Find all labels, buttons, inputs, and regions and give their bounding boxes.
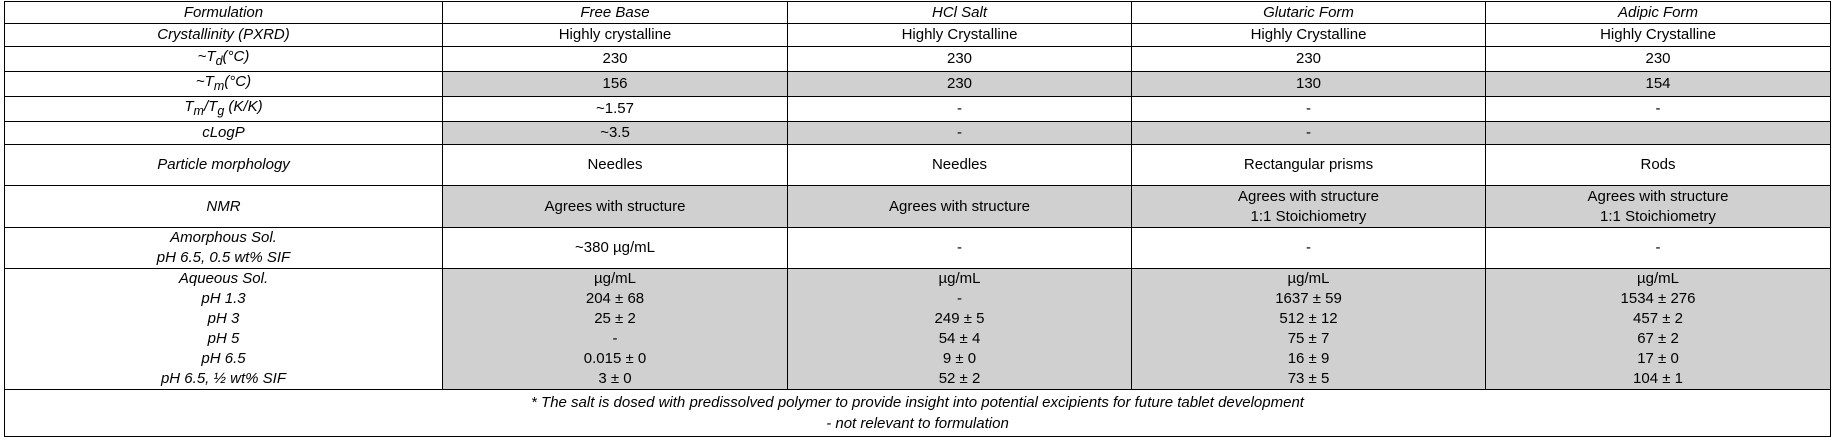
cell-glutaric-form — [1132, 269, 1486, 390]
label-line: pH 5 — [207, 330, 240, 347]
row-label — [5, 97, 443, 122]
cell-adipic-form — [1486, 269, 1831, 390]
header-hcl-salt: HCl Salt — [788, 2, 1132, 24]
footnote-not-relevant: - not relevant to formulation — [826, 415, 1009, 432]
label-line: pH 6.5, ½ wt% SIF — [160, 370, 287, 387]
row-aqueous-solubility — [5, 269, 1831, 390]
cell-line: 249 ± 5 — [934, 310, 985, 327]
cell-adipic-form: - — [1486, 97, 1831, 122]
cell-glutaric-form: 130 — [1132, 72, 1486, 97]
header-adipic-form: Adipic Form — [1486, 2, 1831, 24]
cell-line: µg/mL — [1637, 270, 1679, 287]
cell-line: 1:1 Stoichiometry — [1250, 207, 1367, 225]
cell-line: 25 ± 2 — [594, 310, 636, 327]
cell-line: 17 ± 0 — [1637, 350, 1679, 367]
cell-line: Agrees with structure — [1587, 187, 1729, 205]
footnote-salt-dosing: * The salt is dosed with predissolved polymer to provide insight into potential excipients for future tablet development — [531, 394, 1304, 411]
row-nmr — [5, 186, 1831, 228]
label-subscript: d — [215, 54, 223, 68]
label-text: ~T — [195, 73, 214, 90]
row-label — [5, 47, 443, 72]
cell-line: 54 ± 4 — [938, 330, 981, 347]
cell-line: Agrees with structure — [544, 197, 686, 215]
row-clogp — [5, 122, 1831, 145]
cell-line: µg/mL — [938, 270, 981, 287]
header-free-base: Free Base — [443, 2, 788, 24]
label-line: Aqueous Sol. — [178, 270, 269, 287]
row-label: cLogP — [5, 122, 443, 145]
cell-line: 73 ± 5 — [1287, 370, 1330, 387]
cell-line: - — [957, 290, 962, 307]
label-line: Amorphous Sol. — [170, 229, 277, 246]
row-morphology — [5, 145, 1831, 186]
cell-hcl-salt: - — [788, 122, 1132, 145]
cell-glutaric-form: - — [1132, 228, 1486, 269]
footnote-row — [5, 390, 1831, 437]
cell-hcl-salt: 230 — [788, 72, 1132, 97]
label-subscript: g — [217, 104, 225, 118]
cell-hcl-salt: - — [788, 97, 1132, 122]
cell-line: 204 ± 68 — [585, 290, 645, 307]
cell-adipic-form: 230 — [1486, 47, 1831, 72]
cell-adipic-form: 154 — [1486, 72, 1831, 97]
cell-line: µg/mL — [594, 270, 636, 287]
footnotes — [5, 390, 1831, 437]
cell-line: 512 ± 12 — [1279, 310, 1338, 327]
formulation-table — [4, 1, 1831, 437]
cell-adipic-form: - — [1486, 228, 1831, 269]
row-amorphous-solubility — [5, 228, 1831, 269]
cell-free-base — [443, 269, 788, 390]
cell-free-base — [443, 186, 788, 228]
cell-glutaric-form — [1132, 186, 1486, 228]
label-subscript: m — [213, 79, 225, 93]
cell-line: 1534 ± 276 — [1620, 290, 1696, 307]
row-label — [5, 72, 443, 97]
cell-line: Agrees with structure — [1238, 187, 1379, 205]
label-line: pH 6.5, 0.5 wt% SIF — [156, 249, 291, 266]
label-unit: (°C) — [222, 48, 250, 65]
cell-hcl-salt — [788, 269, 1132, 390]
label-line: pH 1.3 — [201, 290, 246, 307]
cell-adipic-form: Highly Crystalline — [1486, 24, 1831, 47]
cell-line: 104 ± 1 — [1633, 370, 1683, 387]
cell-line: 9 ± 0 — [942, 350, 977, 367]
cell-line: 52 ± 2 — [938, 370, 981, 387]
row-label — [5, 228, 443, 269]
cell-hcl-salt: 230 — [788, 47, 1132, 72]
cell-line: - — [612, 330, 618, 347]
row-td — [5, 47, 1831, 72]
row-tm-tg — [5, 97, 1831, 122]
cell-hcl-salt: - — [788, 228, 1132, 269]
cell-glutaric-form: Highly Crystalline — [1132, 24, 1486, 47]
cell-free-base: ~380 µg/mL — [443, 228, 788, 269]
cell-line: 1:1 Stoichiometry — [1600, 207, 1716, 225]
cell-free-base: ~3.5 — [443, 122, 788, 145]
cell-hcl-salt — [788, 186, 1132, 228]
header-row — [5, 2, 1831, 24]
label-text: T — [184, 98, 194, 115]
cell-glutaric-form: - — [1132, 97, 1486, 122]
label-line: pH 3 — [207, 310, 240, 327]
cell-glutaric-form: - — [1132, 122, 1486, 145]
row-label: Particle morphology — [5, 145, 443, 186]
cell-free-base: Highly crystalline — [443, 24, 788, 47]
cell-adipic-form — [1486, 186, 1831, 228]
header-glutaric-form: Glutaric Form — [1132, 2, 1486, 24]
cell-adipic-form: Rods — [1486, 145, 1831, 186]
label-subscript: m — [193, 104, 204, 118]
cell-hcl-salt: Needles — [788, 145, 1132, 186]
label-text: /T — [203, 98, 218, 115]
cell-line: 16 ± 9 — [1287, 350, 1330, 367]
row-label: Crystallinity (PXRD) — [5, 24, 443, 47]
cell-glutaric-form: 230 — [1132, 47, 1486, 72]
cell-free-base: 230 — [443, 47, 788, 72]
cell-line: 0.015 ± 0 — [583, 350, 647, 367]
row-label — [5, 269, 443, 390]
label-line: pH 6.5 — [201, 350, 246, 367]
cell-line: 67 ± 2 — [1637, 330, 1679, 347]
cell-line: 3 ± 0 — [598, 370, 632, 387]
cell-free-base: ~1.57 — [443, 97, 788, 122]
cell-free-base: 156 — [443, 72, 788, 97]
cell-hcl-salt: Highly Crystalline — [788, 24, 1132, 47]
cell-line: 457 ± 2 — [1633, 310, 1683, 327]
row-tm — [5, 72, 1831, 97]
label-unit: (K/K) — [224, 98, 263, 115]
cell-free-base: Needles — [443, 145, 788, 186]
row-crystallinity — [5, 24, 1831, 47]
cell-adipic-form — [1486, 122, 1831, 145]
cell-line: µg/mL — [1287, 270, 1330, 287]
cell-glutaric-form: Rectangular prisms — [1132, 145, 1486, 186]
row-label: NMR — [5, 186, 443, 228]
header-formulation: Formulation — [5, 2, 443, 24]
cell-line: 75 ± 7 — [1287, 330, 1330, 347]
cell-line: Agrees with structure — [889, 197, 1030, 215]
label-unit: (°C) — [224, 73, 252, 90]
cell-line: 1637 ± 59 — [1275, 290, 1342, 307]
label-text: ~T — [197, 48, 216, 65]
